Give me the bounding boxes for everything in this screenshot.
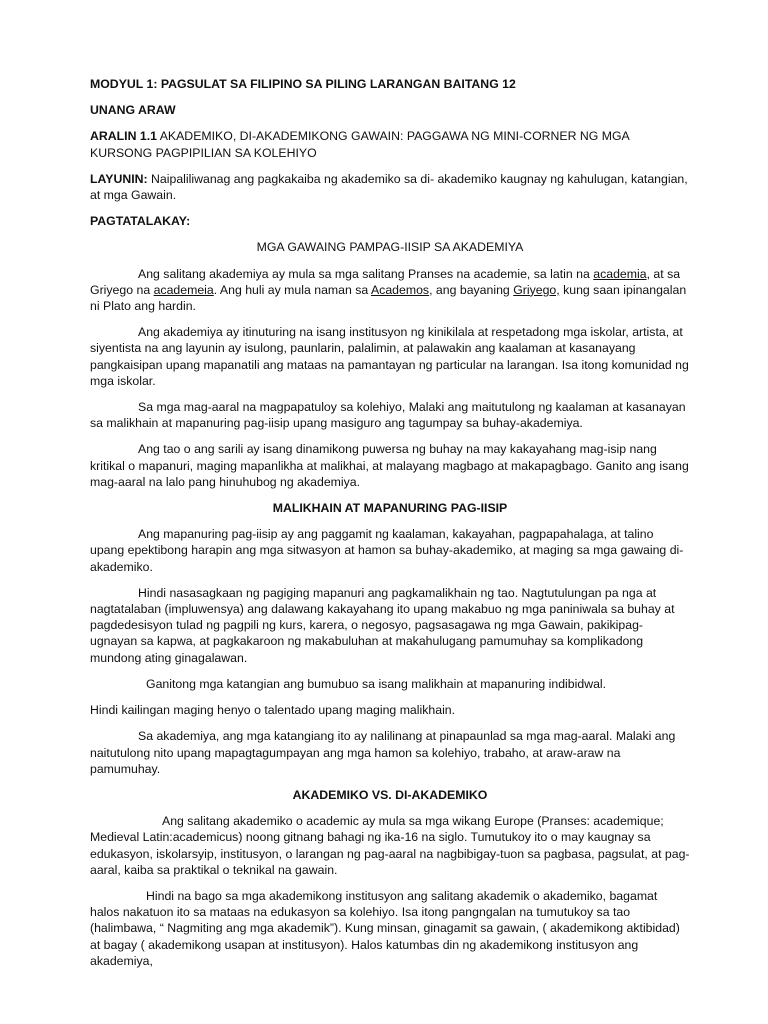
objective — [90, 171, 690, 203]
document-page — [90, 76, 690, 979]
section1-paragraph-4: Ang tao o ang sarili ay isang dinamikong puwersa ng buhay na may kakayahang mag-isip nang kritikal o mapanuri, maging mapanlikha at malikhai, at malayang magbago at makapagbago. Ganito ang isang mag-aaral na lalo pang hinuhubog ng akademiya. — [90, 442, 689, 489]
objective-text: Naipaliliwanag ang pagkakaiba ng akademiko sa di- akademiko kaugnay ng kahulugan, katangian, at mga Gawain. — [90, 171, 688, 203]
term-academia: academia — [593, 266, 647, 281]
discussion-heading: PAGTATALAKAY: — [90, 214, 191, 229]
lesson-heading — [90, 128, 690, 160]
section2-paragraph-4: Hindi kailingan maging henyo o talentado upang maging malikhain. — [90, 703, 456, 718]
day-heading: UNANG ARAW — [90, 103, 176, 118]
section1-paragraph-3: Sa mga mag-aaral na magpapatuloy sa kolehiyo, Malaki ang maitutulong ng kaalaman at kasanayan sa malikhain at mapanuring pag-iisip upang masiguro ang tagumpay sa buhay-akademiya. — [90, 400, 686, 431]
section2-title: MALIKHAIN AT MAPANURING PAG-IISIP — [272, 501, 508, 516]
lesson-label: ARALIN 1.1 — [90, 129, 157, 144]
section1-title: MGA GAWAING PAMPAG-IISIP SA AKADEMIYA — [256, 240, 524, 255]
section3-paragraph-2: Hindi na bago sa mga akademikong institusyon ang salitang akademik o akademiko, bagamat halos nakatuon ito sa mataas na edukasyon sa kolehiyo. Isa itong pangngalan na tumutukoy sa tao (halimbawa, “ Nagmiting ang mga akademik”). Kung minsan, ginagamit sa gawain, ( akademikong aktibidad) at bagay ( akademikong usapan at institusyon). Halos katumbas din ng akademikong institusyon ang akademiya, — [90, 888, 680, 968]
term-griyego: Griyego, — [513, 282, 560, 297]
term-academeia: academeia — [153, 282, 214, 297]
objective-label: LAYUNIN: — [90, 171, 148, 186]
term-academos: Academos — [370, 282, 430, 297]
section1-paragraph-1: Ang salitang akademiya ay mula sa mga salitang Pranses na academie, sa latin na academia, at sa Griyego na academeia. Ang huli ay mula naman sa Academos, ang bayaning Griyego, kung saan ipinangalan ni Plato ang hardin. — [90, 266, 687, 314]
lesson-title: AKADEMIKO, DI-AKADEMIKONG GAWAIN: PAGGAWA NG MINI-CORNER NG MGA KURSONG PAGPIPILIAN SA KOLEHIYO — [90, 129, 630, 160]
section2-paragraph-2: Hindi nasasagkaan ng pagiging mapanuri ang pagkamalikhain ng tao. Nagtutulungan pa nga at nagtatalaban (impluwensya) ang dalawang kakayahang ito upang makabuo ng mga paniniwala sa buhay at pagdedesisyon tulad ng pagpili ng kurs, karera, o negosyo, pagsasagawa ng mga Gawain, pakikipag-ugnayan sa kapwa, at pagkakaroon ng makabuluhan at makahulugang pamumuhay sa komplikadong mundong ating ginagalawan. — [90, 585, 675, 665]
section2-paragraph-3: Ganitong mga katangian ang bumubuo sa isang malikhain at mapanuring indibidwal. — [146, 676, 607, 691]
section2-paragraph-5: Sa akademiya, ang mga katangiang ito ay nalilinang at pinapaunlad sa mga mag-aaral. Malaki ang naitutulong nito upang mapagtagumpayan ang mga hamon sa kolehiyo, trabaho, at araw-araw na pamumuhay. — [90, 729, 676, 776]
section2-paragraph-1: Ang mapanuring pag-iisip ay ang paggamit ng kaalaman, kakayahan, pagpapahalaga, at talino upang epektibong harapin ang mga sitwasyon at hamon sa buhay-akademiko, at maging sa mga gawaing di-akademiko. — [90, 527, 684, 574]
section1-paragraph-2: Ang akademiya ay itinuturing na isang institusyon ng kinikilala at respetadong mga iskolar, artista, at siyentista na ang layunin ay isulong, paunlarin, palalimin, at palawakin ang kaalaman at kasanayang pangkaisipan upang mapanatili ang mataas na pamantayan ng particular na larangan. Isa itong komunidad ng mga iskolar. — [90, 325, 689, 388]
section3-title: AKADEMIKO VS. DI-AKADEMIKO — [292, 787, 488, 802]
module-title: MODYUL 1: PAGSULAT SA FILIPINO SA PILING LARANGAN BAITANG 12 — [90, 77, 516, 91]
section3-paragraph-1: Ang salitang akademiko o academic ay mula sa mga wikang Europe (Pranses: academique; Medieval Latin:academicus) noong gitnang bahagi ng ika-16 na siglo. Tumutukoy ito o may kaugnay sa edukasyon, iskolarsyip, institusyon, o larangan ng pag-aaral na nagbibigay-tuon sa pagbasa, pagsulat, at pag-aaral, kaiba sa praktikal o teknikal na gawain. — [90, 814, 690, 877]
